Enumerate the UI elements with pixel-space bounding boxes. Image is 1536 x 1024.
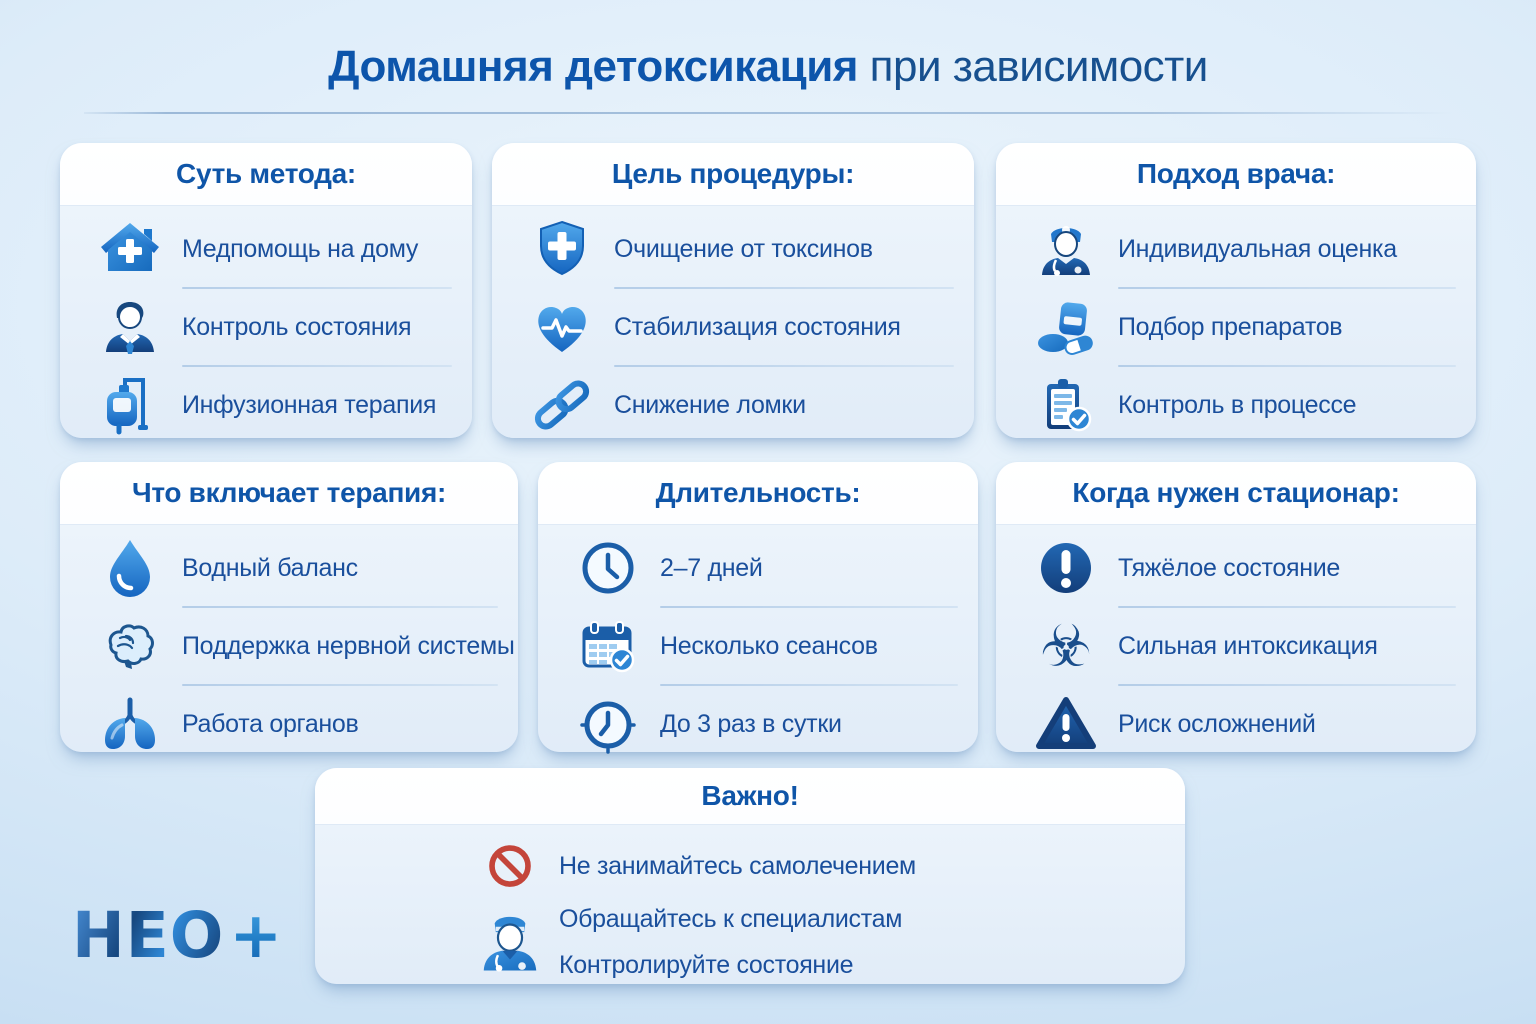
card-header <box>492 143 974 206</box>
alarm-clock-icon <box>576 692 640 756</box>
card-body <box>996 206 1476 443</box>
card-item <box>530 367 974 443</box>
card-body <box>60 525 518 762</box>
logo-text: НЕО <box>72 899 225 972</box>
card-item <box>1034 367 1476 443</box>
card-title: Когда нужен стационар: <box>1072 477 1400 508</box>
page-title-bold: Домашняя детоксикация <box>328 42 858 91</box>
card-item <box>98 686 518 762</box>
card-item <box>98 289 472 365</box>
calendar-check-icon <box>576 614 640 678</box>
important-item <box>475 839 1185 893</box>
card-title: Важно! <box>701 780 799 811</box>
card-item-label: Индивидуальная оценка <box>1118 234 1397 263</box>
card-body <box>492 206 974 443</box>
card-item-label: Медпомощь на дому <box>182 234 419 263</box>
clock-icon <box>576 536 640 600</box>
logo-plus-icon: + <box>229 899 284 972</box>
card-title: Подход врача: <box>1136 158 1336 189</box>
page-title <box>0 42 1536 92</box>
card-item <box>1034 289 1476 365</box>
surgeon-icon <box>475 895 545 989</box>
card-item <box>1034 530 1476 606</box>
card-header <box>538 462 978 525</box>
card-5 <box>538 462 978 752</box>
card-item-label: Инфузионная терапия <box>182 390 437 419</box>
card-title: Суть метода: <box>176 158 356 189</box>
card-title: Цель процедуры: <box>611 158 855 189</box>
card-item-label: До 3 раз в сутки <box>660 709 842 738</box>
card-item <box>98 530 518 606</box>
card-item <box>530 211 974 287</box>
card-2 <box>492 143 974 438</box>
card-6 <box>996 462 1476 752</box>
card-item <box>1034 608 1476 684</box>
lungs-icon <box>98 692 162 756</box>
card-item-label: Риск осложнений <box>1118 709 1316 738</box>
heart-pulse-icon <box>530 295 594 359</box>
card-item-label: Снижение ломки <box>614 390 806 419</box>
card-item <box>576 686 978 762</box>
card-item-label: Водный баланс <box>182 553 358 582</box>
card-important-header <box>315 768 1185 825</box>
card-item <box>576 530 978 606</box>
shield-cross-icon <box>530 217 594 281</box>
iv-drip-icon <box>98 373 162 437</box>
card-header <box>60 143 472 206</box>
card-item <box>576 608 978 684</box>
card-item-label: Подбор препаратов <box>1118 312 1343 341</box>
card-item-label: 2–7 дней <box>660 553 763 582</box>
card-item-label: Сильная интоксикация <box>1118 631 1378 660</box>
card-body <box>996 525 1476 762</box>
clipboard-check-icon <box>1034 373 1098 437</box>
card-item <box>98 211 472 287</box>
card-1 <box>60 143 472 438</box>
card-body <box>538 525 978 762</box>
title-underline <box>84 112 1452 114</box>
biohazard-icon: ☣ <box>1040 612 1092 680</box>
card-title: Длительность: <box>655 477 861 508</box>
doctor-cap-icon <box>1034 217 1098 281</box>
brain-icon <box>98 614 162 678</box>
card-important-body <box>315 825 1185 989</box>
card-item-label: Поддержка нервной системы <box>182 631 515 660</box>
important-item-label: Обращайтесь к специалистам <box>559 904 903 933</box>
card-header <box>60 462 518 525</box>
important-item-label: Не занимайтесь самолечением <box>559 851 916 880</box>
doctor-icon <box>98 295 162 359</box>
card-header <box>996 462 1476 525</box>
card-item-label: Работа органов <box>182 709 359 738</box>
card-item-label: Очищение от токсинов <box>614 234 873 263</box>
page-title-regular: при зависимости <box>857 42 1208 91</box>
card-important <box>315 768 1185 984</box>
card-item-label: Контроль состояния <box>182 312 412 341</box>
prohibition-icon <box>475 842 545 890</box>
card-item <box>530 289 974 365</box>
important-item-labels <box>559 905 902 980</box>
card-header <box>996 143 1476 206</box>
exclamation-circle-icon <box>1034 536 1098 600</box>
card-body <box>60 206 472 443</box>
water-drop-icon <box>98 536 162 600</box>
neo-plus-logo <box>72 899 284 972</box>
card-item-label: Несколько сеансов <box>660 631 878 660</box>
card-item <box>98 608 518 684</box>
important-item-group <box>475 895 1185 989</box>
medication-icon <box>1034 295 1098 359</box>
card-item <box>98 367 472 443</box>
card-3 <box>996 143 1476 438</box>
warning-triangle-icon <box>1034 692 1098 756</box>
card-item <box>1034 686 1476 762</box>
important-item-label: Контролируйте состояние <box>559 950 854 979</box>
chain-icon <box>530 373 594 437</box>
card-item-label: Тяжёлое состояние <box>1118 553 1341 582</box>
house-cross-icon <box>98 217 162 281</box>
card-item-label: Контроль в процессе <box>1118 390 1357 419</box>
card-title: Что включает терапия: <box>131 477 447 508</box>
card-item <box>1034 211 1476 287</box>
card-item-label: Стабилизация состояния <box>614 312 901 341</box>
card-4 <box>60 462 518 752</box>
